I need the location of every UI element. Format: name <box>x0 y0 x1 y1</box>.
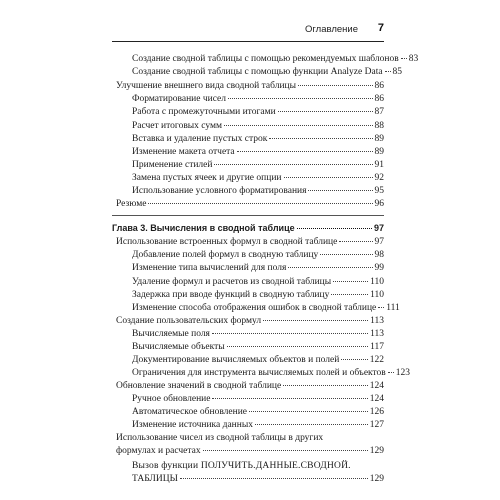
leader-dots <box>297 228 372 229</box>
toc-entry-page: 85 <box>392 67 403 77</box>
toc-entry-label: Изменение макета отчета <box>132 147 235 157</box>
toc-entry-page: 111 <box>386 303 400 313</box>
leader-dots <box>180 478 368 479</box>
toc-entry[interactable] <box>132 341 384 354</box>
toc-entry-label: Создание сводной таблицы с помощью функции Analyze Data <box>132 67 383 77</box>
leader-dots <box>339 241 372 242</box>
toc-entry[interactable] <box>132 133 384 146</box>
toc-entry-label: Ручное обновление <box>132 394 211 404</box>
toc-entry-label: Изменение типа вычислений для поля <box>132 263 287 273</box>
page-number: 7 <box>377 22 384 34</box>
toc-entry[interactable] <box>132 393 384 406</box>
toc-entry-page: 86 <box>374 81 384 91</box>
toc-entry-label: Расчет итоговых сумм <box>132 121 223 131</box>
toc-entry-page: 88 <box>374 121 384 131</box>
toc-entry[interactable] <box>132 367 411 380</box>
toc-entry-page: 89 <box>374 147 384 157</box>
toc-entry-page: 95 <box>374 186 384 196</box>
toc-entry[interactable] <box>132 419 384 432</box>
toc-entry-page: 110 <box>370 277 384 287</box>
toc-chapter-entry[interactable] <box>112 222 384 235</box>
toc-entry[interactable] <box>132 262 384 275</box>
leader-dots <box>212 398 367 399</box>
toc-entry-label: Использование встроенных формул в сводной таблице <box>116 237 338 247</box>
toc-entry-page: 98 <box>374 250 384 260</box>
leader-dots <box>385 71 391 72</box>
toc-entry-page: 91 <box>374 160 384 170</box>
toc-entry-label: Улучшение внешнего вида сводной таблицы <box>116 81 297 91</box>
toc-entry-label: Изменение источника данных <box>132 420 253 430</box>
toc-entry-page: 113 <box>370 329 384 339</box>
toc-entry-page: 96 <box>374 199 384 209</box>
leader-dots <box>288 267 372 268</box>
leader-dots <box>237 151 373 152</box>
leader-dots <box>333 281 368 282</box>
toc-entry[interactable] <box>116 80 384 93</box>
toc-entry-page: 87 <box>374 107 384 117</box>
toc-entry-page: 124 <box>369 394 384 404</box>
toc-entry[interactable] <box>132 302 400 315</box>
toc-entry[interactable] <box>132 328 384 341</box>
toc-entry[interactable] <box>132 66 403 79</box>
leader-dots <box>298 85 372 86</box>
toc-entry[interactable] <box>132 249 384 262</box>
toc-entry-label: Ограничения для инструмента вычисляемых полей и объектов <box>132 368 386 378</box>
toc-entry-label: Создание пользовательских формул <box>116 316 262 326</box>
toc-entry[interactable] <box>132 460 384 486</box>
toc-entry-label: Документирование вычисляемых объектов и полей <box>132 355 340 365</box>
leader-dots <box>388 372 394 373</box>
toc-entry-label: Форматирование чисел <box>132 94 227 104</box>
toc-entry[interactable] <box>116 315 384 328</box>
toc-entry-page: 86 <box>374 94 384 104</box>
toc-entry-page: 99 <box>374 263 384 273</box>
toc-entry-label: Обновление значений в сводной таблице <box>116 381 282 391</box>
toc-entry[interactable] <box>116 236 384 249</box>
toc-entry-page: 117 <box>370 342 384 352</box>
toc-entry-page: 83 <box>408 54 419 64</box>
toc-entry-label: Резюме <box>116 199 147 209</box>
toc-entry-label: Автоматическое обновление <box>132 407 248 417</box>
toc-entry-label: Задержка при вводе функций в сводную таблицу <box>132 290 330 300</box>
leader-dots <box>284 177 373 178</box>
leader-dots <box>401 58 407 59</box>
header-rule <box>112 41 384 42</box>
leader-dots <box>263 320 368 321</box>
toc-entry[interactable] <box>132 354 384 367</box>
toc-entry-page: 127 <box>369 420 384 430</box>
toc-entry-label: формулах и расчетах <box>116 446 201 457</box>
toc-entry-page: 124 <box>369 381 384 391</box>
leader-dots <box>269 138 372 139</box>
toc-entry[interactable] <box>116 432 384 458</box>
leader-dots <box>255 424 368 425</box>
toc-entry[interactable] <box>132 276 384 289</box>
toc-entry[interactable] <box>132 406 384 419</box>
toc-entry-page: 126 <box>369 407 384 417</box>
leader-dots <box>278 111 373 112</box>
toc-entry[interactable] <box>132 146 384 159</box>
leader-dots <box>320 254 372 255</box>
toc-entry-page: 110 <box>370 290 384 300</box>
leader-dots <box>227 346 368 347</box>
toc-entry-label: Создание сводной таблицы с помощью рекомендуемых шаблонов <box>132 54 399 64</box>
leader-dots <box>308 190 372 191</box>
running-header-title: Оглавление <box>305 24 358 35</box>
toc-entry[interactable] <box>132 120 384 133</box>
toc-entry-page: 97 <box>374 237 384 247</box>
toc-entry-label-line1: Вызов функции ПОЛУЧИТЬ.ДАННЫЕ.СВОДНОЙ. <box>132 461 351 471</box>
leader-dots <box>148 203 372 204</box>
toc-entry-label: Применение стилей <box>132 160 213 170</box>
toc-entry-page: 129 <box>369 474 384 485</box>
toc-entry[interactable] <box>132 172 384 185</box>
toc-entry[interactable] <box>132 289 384 302</box>
toc-entry-label: Использование условного форматирования <box>132 186 307 196</box>
toc-entry-page: 92 <box>374 173 384 183</box>
toc-entry-label-line1: Использование чисел из сводной таблицы в других <box>116 433 324 443</box>
toc-entry-label: Вставка и удаление пустых строк <box>132 134 268 144</box>
toc-entry-label: Удаление формул и расчетов из сводной таблицы <box>132 277 332 287</box>
toc-entry-label: Добавление полей формул в сводную таблицу <box>132 250 319 260</box>
chapter-divider <box>112 215 384 216</box>
toc-entry[interactable] <box>132 159 384 172</box>
leader-dots <box>214 164 372 165</box>
leader-dots <box>203 450 368 451</box>
leader-dots <box>249 411 368 412</box>
toc-entry-page: 123 <box>395 368 411 378</box>
leader-dots <box>331 294 368 295</box>
toc-entry-label: Вычисляемые поля <box>132 329 210 339</box>
toc-entry-label: Изменение способа отображения ошибок в сводной таблице <box>132 303 377 313</box>
toc-entry[interactable] <box>132 93 384 106</box>
leader-dots <box>378 307 384 308</box>
leader-dots <box>283 385 368 386</box>
toc-entry-label: Замена пустых ячеек и другие опции <box>132 173 282 183</box>
toc-entry-label: Вычисляемые объекты <box>132 342 225 352</box>
toc-entry-page: 122 <box>369 355 384 365</box>
toc-entry[interactable] <box>132 185 384 198</box>
toc-entry[interactable] <box>116 198 384 211</box>
toc-entry[interactable] <box>116 380 384 393</box>
toc-entry-page: 97 <box>373 223 384 233</box>
running-header <box>112 20 384 42</box>
toc-entry-label: ТАБЛИЦЫ <box>132 474 178 485</box>
toc-entry[interactable] <box>132 53 419 66</box>
toc-entry-label: Работа с промежуточными итогами <box>132 107 276 117</box>
toc-entry-page: 129 <box>369 446 384 457</box>
toc-entry[interactable] <box>132 106 384 119</box>
toc-entry-page: 113 <box>370 316 384 326</box>
leader-dots <box>224 125 372 126</box>
leader-dots <box>212 333 368 334</box>
toc-entry-label: Глава 3. Вычисления в сводной таблице <box>112 223 295 233</box>
leader-dots <box>228 98 372 99</box>
toc-entry-page: 89 <box>374 134 384 144</box>
leader-dots <box>341 359 367 360</box>
